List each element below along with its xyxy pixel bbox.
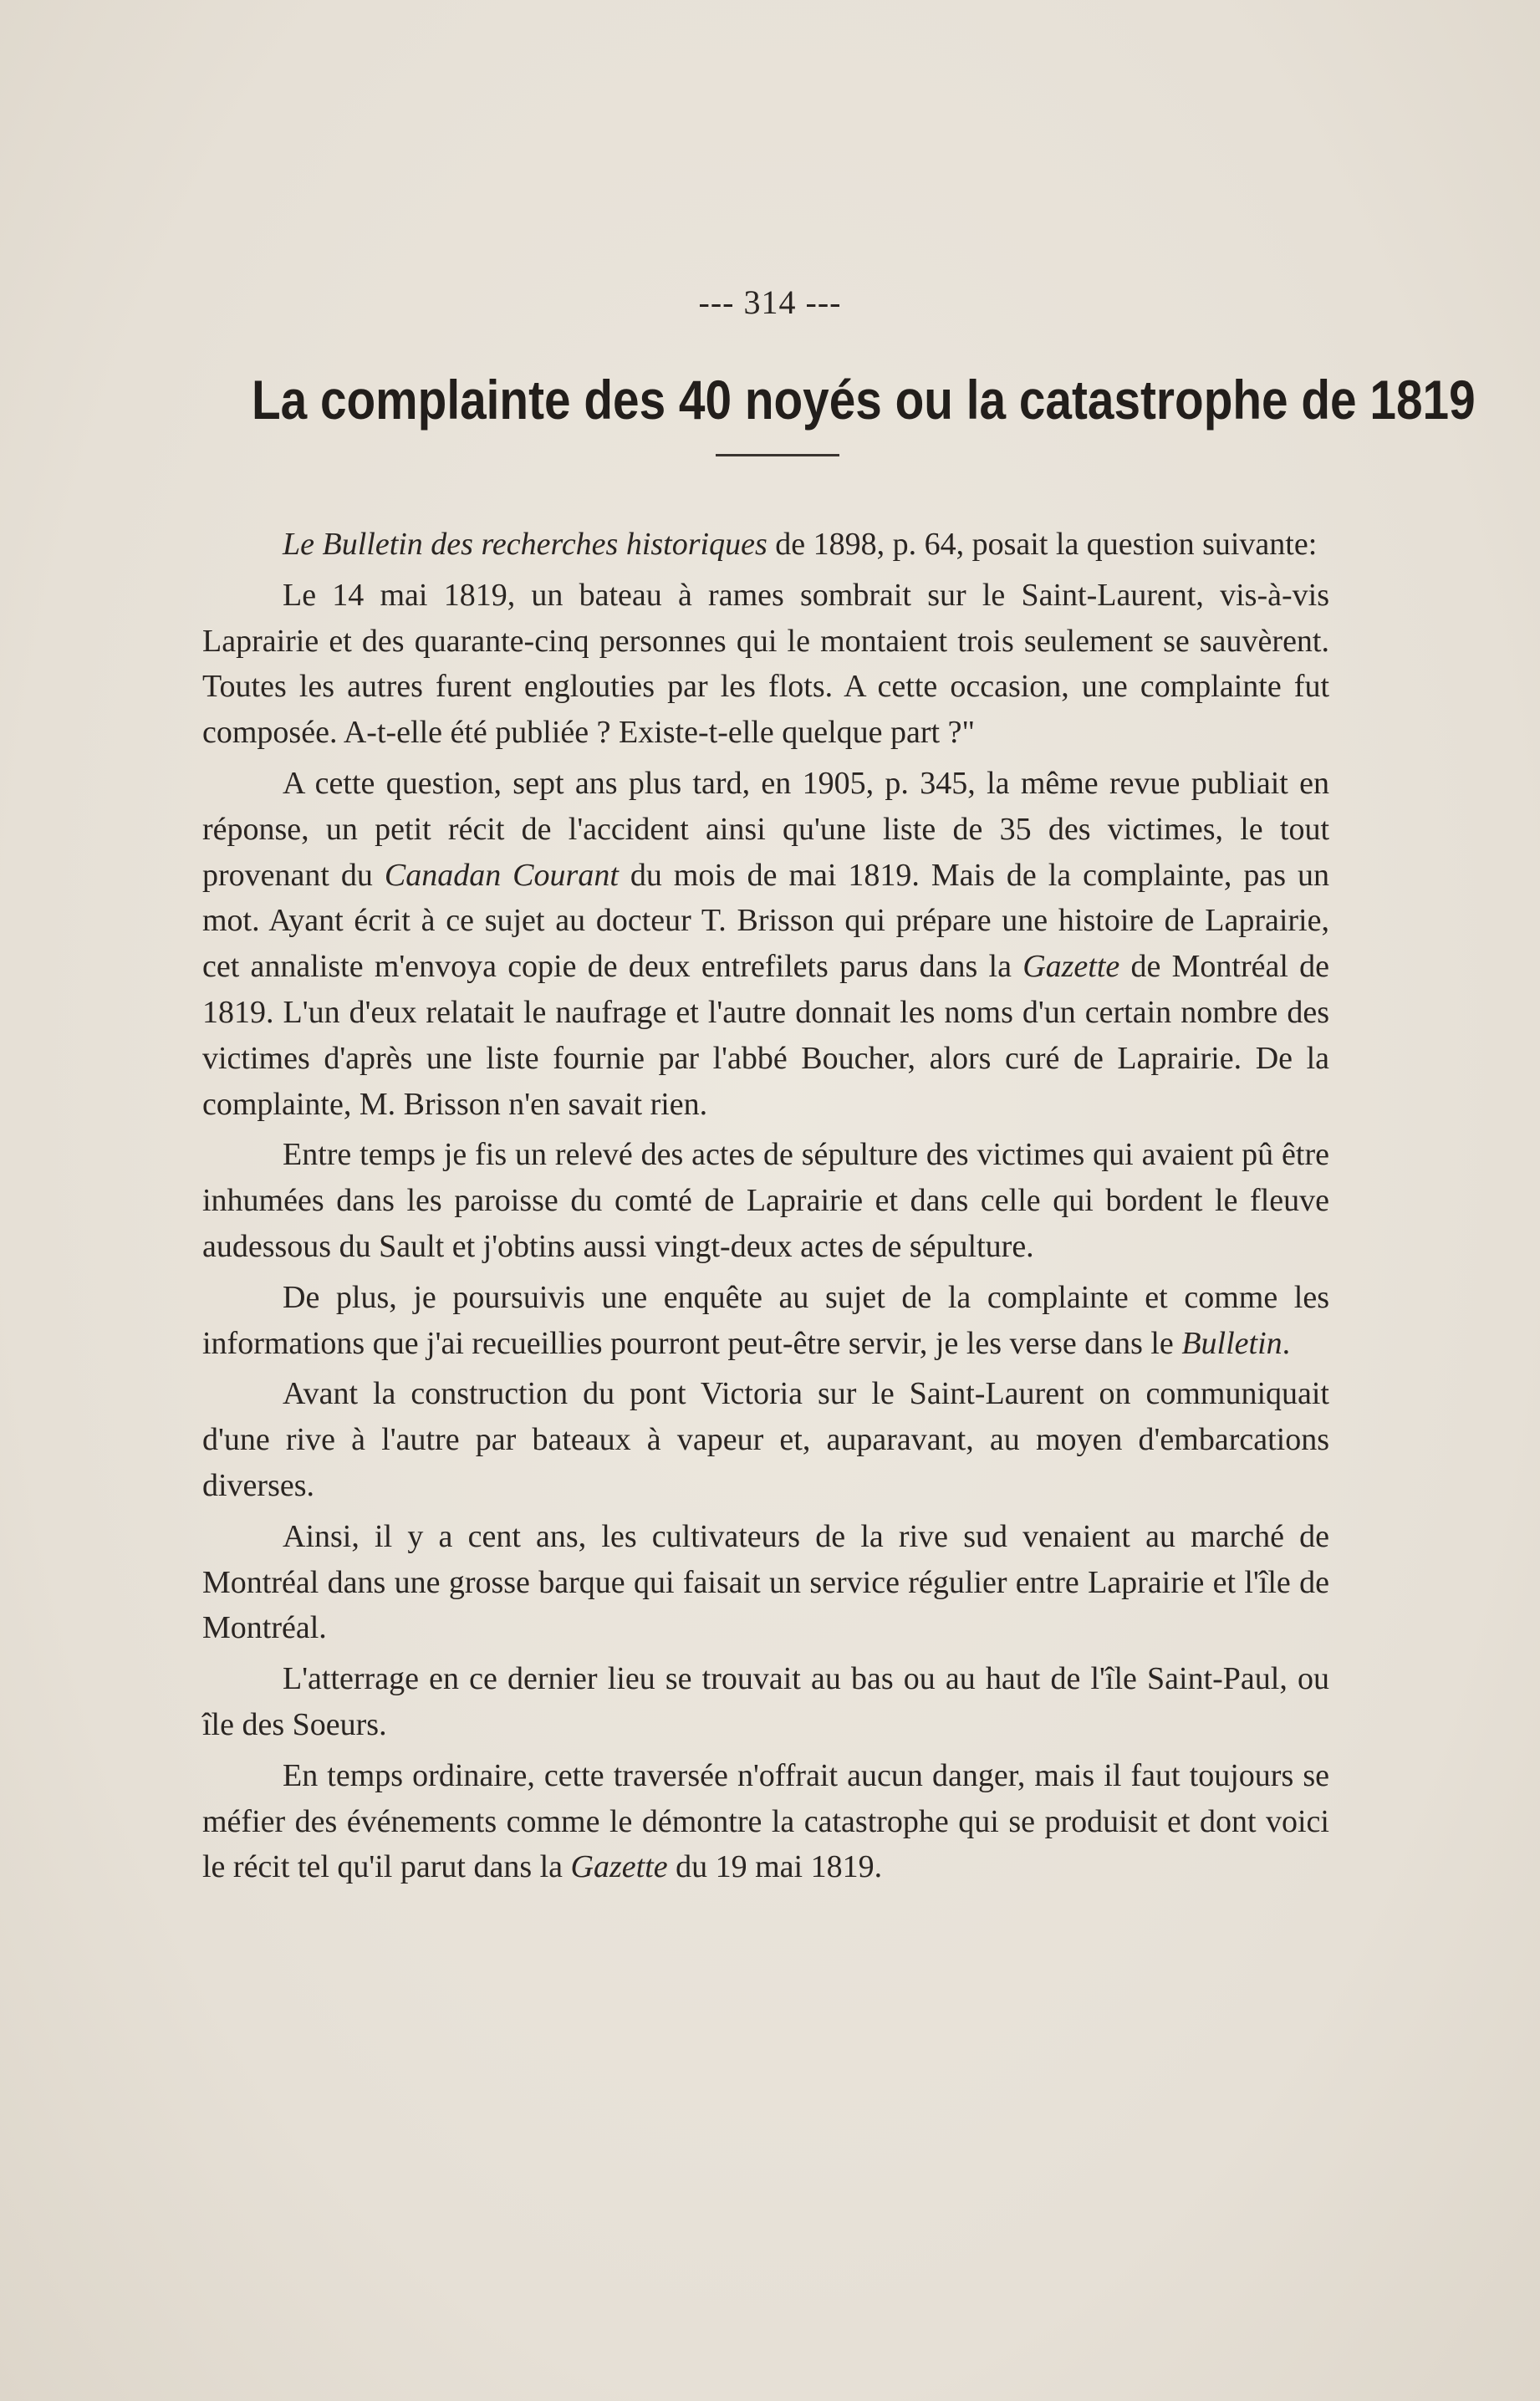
paragraph-text: du 19 mai 1819. bbox=[667, 1849, 883, 1885]
paragraph-text: A cette question, sept ans plus tard, en 1905, p. 345, la même revue publiait en réponse, un petit récit de l'accident ainsi qu'une liste de 35 des victimes, le tout provenant du bbox=[202, 765, 1329, 893]
article-title: La complainte des 40 noyés ou la catastrophe de 1819 bbox=[251, 369, 1476, 431]
italic-text: Gazette bbox=[1022, 949, 1120, 985]
paragraph-6 bbox=[202, 1371, 1329, 1508]
italic-text: Bulletin bbox=[1181, 1325, 1282, 1361]
paragraph-7 bbox=[202, 1514, 1329, 1651]
title-divider bbox=[716, 454, 839, 456]
paragraph-8 bbox=[202, 1656, 1329, 1748]
paragraph-9 bbox=[202, 1753, 1329, 1890]
paragraph-2 bbox=[202, 573, 1329, 756]
paragraph-3 bbox=[202, 761, 1329, 1127]
article-body bbox=[202, 522, 1329, 1895]
paragraph-text: De plus, je poursuivis une enquête au sujet de la complainte et comme les informations que j'ai recueillies pourront peut-être servir, je les verse dans le bbox=[202, 1279, 1329, 1361]
italic-text: Canadan Courant bbox=[384, 857, 619, 893]
paragraph-text: de 1898, p. 64, posait la question suivante: bbox=[767, 527, 1318, 562]
paragraph-text: L'atterrage en ce dernier lieu se trouvait au bas ou au haut de l'île Saint-Paul, ou île des Soeurs. bbox=[202, 1661, 1329, 1742]
page-number: --- 314 --- bbox=[698, 283, 842, 321]
italic-text: Le Bulletin des recherches historiques bbox=[283, 527, 767, 562]
paragraph-4 bbox=[202, 1132, 1329, 1269]
paragraph-5 bbox=[202, 1275, 1329, 1367]
italic-text: Gazette bbox=[570, 1849, 668, 1885]
paragraph-text: En temps ordinaire, cette traversée n'offrait aucun danger, mais il faut toujours se méfier des événements comme le démontre la catastrophe qui se produisit et dont voici le récit tel qu'il parut dans la bbox=[202, 1757, 1329, 1885]
paragraph-text: Ainsi, il y a cent ans, les cultivateurs de la rive sud venaient au marché de Montréal dans une grosse barque qui faisait un service régulier entre Laprairie et l'île de Montréal. bbox=[202, 1518, 1329, 1646]
paragraph-text: Le 14 mai 1819, un bateau à rames sombrait sur le Saint-Laurent, vis-à-vis Laprairie et des quarante-cinq personnes qui le montaient trois seulement se sauvèrent. Toutes les autres furent englouties par les flots. A cette occasion, une complainte fut composée. A-t-elle été publiée ? Existe-t-elle quelque part ?" bbox=[202, 577, 1329, 751]
paragraph-text: de Montréal de 1819. L'un d'eux relatait le naufrage et l'autre donnait les noms d'un certain nombre des victimes d'après une liste fournie par l'abbé Boucher, alors curé de Laprairie. De la complainte, M. Brisson n'en savait rien. bbox=[202, 949, 1329, 1122]
paragraph-text: . bbox=[1282, 1325, 1291, 1361]
paragraph-1 bbox=[202, 522, 1329, 568]
paragraph-text: Entre temps je fis un relevé des actes de sépulture des victimes qui avaient pû être inhumées dans les paroisse du comté de Laprairie et dans celle qui bordent le fleuve audessous du Sault et j'obtins aussi vingt-deux actes de sépulture. bbox=[202, 1137, 1329, 1264]
paragraph-text: Avant la construction du pont Victoria sur le Saint-Laurent on communiquait d'une rive à l'autre par bateaux à vapeur et, auparavant, au moyen d'embarcations diverses. bbox=[202, 1376, 1329, 1503]
paragraph-text: du mois de mai 1819. Mais de la complainte, pas un mot. Ayant écrit à ce sujet au docteur T. Brisson qui prépare une histoire de Laprairie, cet annaliste m'envoya copie de deux entrefilets parus dans la bbox=[202, 857, 1329, 985]
